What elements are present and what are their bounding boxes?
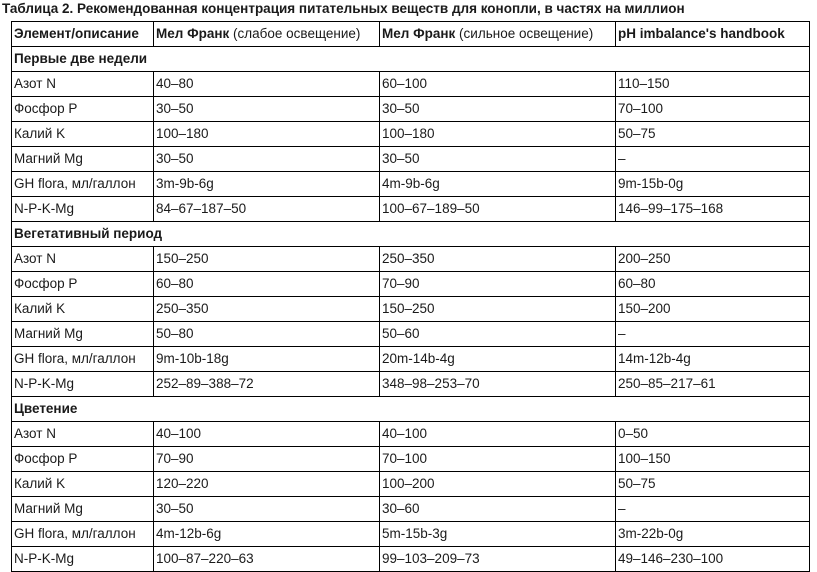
cell-frank-low-light: 30–50 (154, 97, 380, 122)
cell-frank-low-light: 40–100 (154, 422, 380, 447)
cell-frank-low-light: 3m-9b-6g (154, 172, 380, 197)
table-row (12, 322, 810, 347)
cell-element: N-P-K-Mg (12, 197, 154, 222)
cell-element: Калий K (12, 122, 154, 147)
header-frank-high-light-name: Мел Франк (382, 26, 456, 41)
table-row (12, 172, 810, 197)
header-frank-low-light (154, 22, 380, 47)
table-row (12, 122, 810, 147)
cell-frank-high-light: 100–67–189–50 (380, 197, 616, 222)
section-title: Вегетативный период (12, 222, 810, 247)
table-row (12, 372, 810, 397)
cell-frank-high-light: 99–103–209–73 (380, 547, 616, 572)
header-frank-high-light (380, 22, 616, 47)
cell-ph-handbook: 0–50 (616, 422, 810, 447)
cell-ph-handbook: 50–75 (616, 122, 810, 147)
cell-ph-handbook: 49–146–230–100 (616, 547, 810, 572)
cell-frank-low-light: 30–50 (154, 147, 380, 172)
table-row (12, 297, 810, 322)
section-title: Цветение (12, 397, 810, 422)
section-first-two-weeks (12, 47, 810, 72)
cell-frank-high-light: 4m-9b-6g (380, 172, 616, 197)
cell-ph-handbook: 70–100 (616, 97, 810, 122)
cell-ph-handbook: 200–250 (616, 247, 810, 272)
header-frank-low-light-note: (слабое освещение) (233, 26, 361, 41)
table-body (12, 47, 810, 572)
cell-element: Фосфор P (12, 447, 154, 472)
cell-frank-high-light: 40–100 (380, 422, 616, 447)
cell-element: Калий K (12, 472, 154, 497)
cell-frank-low-light: 9m-10b-18g (154, 347, 380, 372)
cell-ph-handbook: 100–150 (616, 447, 810, 472)
header-element: Элемент/описание (12, 22, 154, 47)
cell-ph-handbook: 110–150 (616, 72, 810, 97)
cell-element: Калий K (12, 297, 154, 322)
cell-frank-high-light: 30–60 (380, 497, 616, 522)
cell-frank-high-light: 70–100 (380, 447, 616, 472)
cell-frank-low-light: 252–89–388–72 (154, 372, 380, 397)
cell-ph-handbook: – (616, 322, 810, 347)
cell-element: Магний Mg (12, 322, 154, 347)
cell-ph-handbook: 9m-15b-0g (616, 172, 810, 197)
cell-frank-high-light: 30–50 (380, 97, 616, 122)
header-frank-high-light-note: (сильное освещение) (459, 26, 594, 41)
cell-frank-low-light: 84–67–187–50 (154, 197, 380, 222)
cell-ph-handbook: 150–200 (616, 297, 810, 322)
cell-frank-high-light: 250–350 (380, 247, 616, 272)
cell-element: Фосфор P (12, 97, 154, 122)
cell-ph-handbook: – (616, 147, 810, 172)
cell-frank-low-light: 50–80 (154, 322, 380, 347)
cell-element: Азот N (12, 247, 154, 272)
table-row (12, 522, 810, 547)
cell-frank-high-light: 60–100 (380, 72, 616, 97)
cell-frank-low-light: 100–87–220–63 (154, 547, 380, 572)
cell-frank-high-light: 348–98–253–70 (380, 372, 616, 397)
header-frank-low-light-name: Мел Франк (156, 26, 230, 41)
cell-ph-handbook: 250–85–217–61 (616, 372, 810, 397)
cell-ph-handbook: 14m-12b-4g (616, 347, 810, 372)
table-row (12, 97, 810, 122)
table-row (12, 197, 810, 222)
cell-element: Азот N (12, 422, 154, 447)
cell-frank-low-light: 60–80 (154, 272, 380, 297)
cell-frank-high-light: 50–60 (380, 322, 616, 347)
cell-element: Азот N (12, 72, 154, 97)
cell-frank-low-light: 150–250 (154, 247, 380, 272)
cell-element: GH flora, мл/галлон (12, 172, 154, 197)
cell-element: N-P-K-Mg (12, 547, 154, 572)
table-row (12, 447, 810, 472)
header-row (12, 22, 810, 47)
cell-frank-low-light: 100–180 (154, 122, 380, 147)
table-row (12, 497, 810, 522)
cell-element: Магний Mg (12, 147, 154, 172)
table-row (12, 247, 810, 272)
header-ph-handbook: pH imbalance's handbook (616, 22, 810, 47)
cell-ph-handbook: 146–99–175–168 (616, 197, 810, 222)
cell-element: GH flora, мл/галлон (12, 347, 154, 372)
table-row (12, 147, 810, 172)
cell-frank-low-light: 30–50 (154, 497, 380, 522)
cell-frank-low-light: 250–350 (154, 297, 380, 322)
cell-frank-low-light: 40–80 (154, 72, 380, 97)
cell-ph-handbook: 50–75 (616, 472, 810, 497)
table-row (12, 72, 810, 97)
cell-ph-handbook: – (616, 497, 810, 522)
cell-element: GH flora, мл/галлон (12, 522, 154, 547)
cell-frank-high-light: 20m-14b-4g (380, 347, 616, 372)
cell-frank-low-light: 4m-12b-6g (154, 522, 380, 547)
cell-frank-high-light: 30–50 (380, 147, 616, 172)
table-row (12, 272, 810, 297)
section-title: Первые две недели (12, 47, 810, 72)
cell-ph-handbook: 60–80 (616, 272, 810, 297)
table-row (12, 472, 810, 497)
cell-element: Магний Mg (12, 497, 154, 522)
table-caption: Таблица 2. Рекомендованная концентрация питательных веществ для конопли, в частях на миллион (2, 1, 685, 16)
cell-frank-high-light: 100–180 (380, 122, 616, 147)
section-flowering (12, 397, 810, 422)
cell-frank-high-light: 70–90 (380, 272, 616, 297)
cell-element: Фосфор P (12, 272, 154, 297)
table-row (12, 347, 810, 372)
cell-frank-low-light: 70–90 (154, 447, 380, 472)
cell-ph-handbook: 3m-22b-0g (616, 522, 810, 547)
cell-frank-high-light: 5m-15b-3g (380, 522, 616, 547)
table-row (12, 547, 810, 572)
cell-frank-high-light: 100–200 (380, 472, 616, 497)
section-vegetative (12, 222, 810, 247)
cell-element: N-P-K-Mg (12, 372, 154, 397)
table-row (12, 422, 810, 447)
cell-frank-high-light: 150–250 (380, 297, 616, 322)
cell-frank-low-light: 120–220 (154, 472, 380, 497)
nutrient-table (11, 21, 810, 572)
